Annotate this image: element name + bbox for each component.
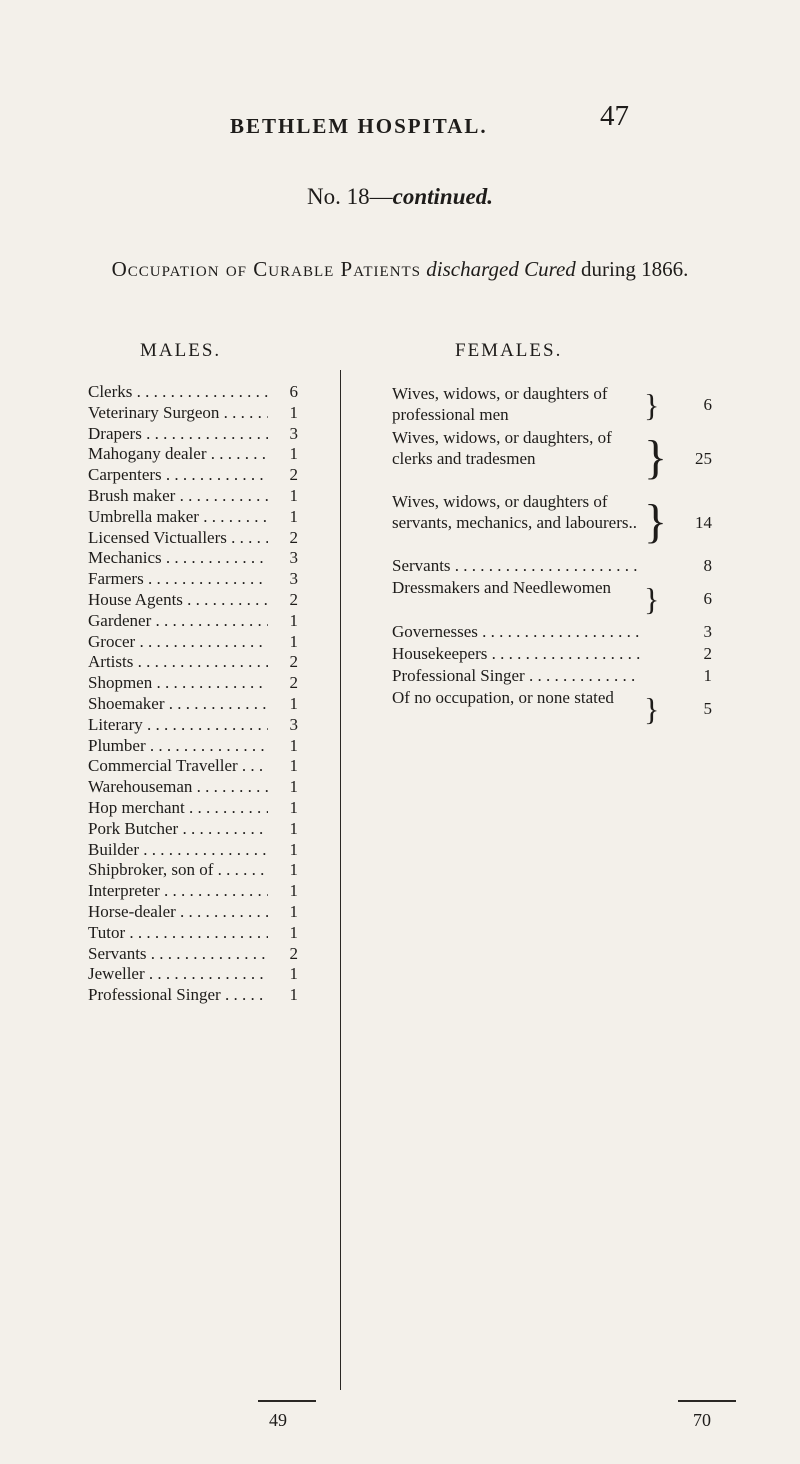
male-row-value: 1	[289, 735, 298, 755]
female-row	[392, 492, 712, 556]
female-row	[392, 688, 712, 732]
female-row-value: 6	[703, 589, 712, 608]
female-row	[392, 428, 712, 492]
male-row	[88, 652, 298, 673]
male-row-label: Licensed Victuallers . . .	[88, 528, 268, 549]
male-row-label: Artists . . .	[88, 652, 268, 673]
male-row-value: 3	[289, 569, 298, 589]
male-row	[88, 486, 298, 507]
male-row-value: 1	[289, 922, 298, 942]
female-row-label: Wives, widows, or daughters of professional men	[392, 384, 608, 424]
caption-part1: Occupation of Curable Patients	[111, 257, 422, 281]
table-number-continued: continued.	[392, 184, 493, 209]
male-row-label: Commercial Traveller . . .	[88, 756, 268, 777]
male-row-label: Shipbroker, son of . . .	[88, 860, 268, 881]
male-row	[88, 715, 298, 736]
male-row-label: Farmers . . .	[88, 569, 268, 590]
female-row-label: Of no occupation, or none stated	[392, 688, 614, 707]
female-row-value: 25	[695, 449, 712, 468]
male-row-label: Builder . . .	[88, 840, 268, 861]
male-row-value: 1	[289, 881, 298, 901]
female-row	[392, 644, 712, 666]
male-row-value: 2	[289, 673, 298, 693]
male-row-value: 3	[289, 548, 298, 568]
female-row-label: Dressmakers and Needlewomen	[392, 578, 612, 597]
running-title: BETHLEM HOSPITAL.	[230, 114, 488, 138]
male-row	[88, 424, 298, 445]
female-row	[392, 556, 712, 578]
male-row-label: Literary . . .	[88, 715, 268, 736]
males-total: 49	[269, 1410, 287, 1430]
column-divider	[340, 370, 341, 1390]
male-row-label: Servants . . .	[88, 944, 268, 965]
female-row-value: 8	[703, 556, 712, 575]
brace: }	[644, 387, 660, 423]
male-row-value: 2	[289, 652, 298, 672]
brace: }	[644, 495, 668, 548]
brace: }	[644, 431, 668, 484]
male-row-label: Drapers . . .	[88, 424, 268, 445]
male-row	[88, 590, 298, 611]
male-row	[88, 694, 298, 715]
male-row-value: 1	[289, 756, 298, 776]
male-row-value: 1	[289, 693, 298, 713]
male-row-value: 1	[289, 797, 298, 817]
male-row-value: 1	[289, 506, 298, 526]
male-row	[88, 860, 298, 881]
male-row	[88, 964, 298, 985]
male-row-value: 1	[289, 839, 298, 859]
female-row-value: 14	[695, 513, 712, 532]
male-row	[88, 548, 298, 569]
females-heading: FEMALES.	[455, 340, 563, 361]
male-row-value: 1	[289, 777, 298, 797]
female-row-label: Professional Singer . . .	[392, 666, 640, 687]
male-row-label: Mahogany dealer . . .	[88, 444, 268, 465]
male-row-value: 2	[289, 465, 298, 485]
female-row	[392, 578, 712, 622]
male-row	[88, 382, 298, 403]
female-row-value: 5	[703, 699, 712, 718]
male-row	[88, 902, 298, 923]
male-row-label: Plumber . . .	[88, 736, 268, 757]
male-row-label: Hop merchant . . .	[88, 798, 268, 819]
female-row-label: Wives, widows, or daughters of servants, mechanics, and labourers..	[392, 492, 637, 532]
male-row	[88, 736, 298, 757]
male-row	[88, 819, 298, 840]
male-row-label: Warehouseman . . .	[88, 777, 268, 798]
male-row-label: Brush maker . . .	[88, 486, 268, 507]
male-row-label: Pork Butcher . . .	[88, 819, 268, 840]
male-row-value: 1	[289, 402, 298, 422]
female-row	[392, 622, 712, 644]
brace: }	[644, 581, 660, 617]
male-row	[88, 944, 298, 965]
male-row-label: Horse-dealer . . .	[88, 902, 268, 923]
male-row	[88, 673, 298, 694]
male-row	[88, 611, 298, 632]
male-row	[88, 507, 298, 528]
male-row	[88, 632, 298, 653]
male-row-label: Grocer . . .	[88, 632, 268, 653]
male-row-label: Carpenters . . .	[88, 465, 268, 486]
male-row-label: House Agents . . .	[88, 590, 268, 611]
female-row-label: Servants . . .	[392, 556, 640, 577]
male-row	[88, 528, 298, 549]
male-row-value: 1	[289, 901, 298, 921]
male-row-label: Tutor . . .	[88, 923, 268, 944]
male-row-label: Shopmen . . .	[88, 673, 268, 694]
female-row-value: 2	[703, 644, 712, 663]
page-number: 47	[600, 100, 629, 132]
male-row	[88, 403, 298, 424]
male-row	[88, 465, 298, 486]
caption-italic: discharged Cured	[426, 257, 576, 281]
caption-part2: during 1866.	[581, 257, 689, 281]
males-heading: MALES.	[140, 340, 222, 361]
females-list	[392, 384, 712, 732]
male-row-value: 1	[289, 610, 298, 630]
running-head	[0, 100, 800, 138]
female-row-value: 6	[703, 395, 712, 414]
male-row-value: 1	[289, 444, 298, 464]
male-row	[88, 923, 298, 944]
table-number	[0, 184, 800, 210]
male-row-label: Interpreter . . .	[88, 881, 268, 902]
male-row-value: 1	[289, 964, 298, 984]
male-row	[88, 777, 298, 798]
brace: }	[644, 691, 660, 727]
male-row-value: 1	[289, 860, 298, 880]
table-caption	[0, 257, 800, 282]
male-row-label: Mechanics . . .	[88, 548, 268, 569]
male-row-label: Clerks . . .	[88, 382, 268, 403]
table-number-prefix: No. 18—	[307, 184, 393, 209]
male-row	[88, 985, 298, 1006]
male-row-value: 6	[289, 382, 298, 401]
male-row	[88, 756, 298, 777]
male-row	[88, 881, 298, 902]
females-total-rule	[678, 1400, 736, 1402]
male-row-label: Veterinary Surgeon . . .	[88, 403, 268, 424]
males-total-rule	[258, 1400, 316, 1402]
male-row-value: 1	[289, 631, 298, 651]
male-row	[88, 569, 298, 590]
female-row-label: Wives, widows, or daughters, of clerks and tradesmen	[392, 428, 612, 468]
female-row-label: Housekeepers . . .	[392, 644, 640, 665]
male-row-value: 2	[289, 589, 298, 609]
female-row	[392, 384, 712, 428]
male-row-value: 3	[289, 423, 298, 443]
male-row-value: 1	[289, 485, 298, 505]
males-list	[88, 382, 298, 1006]
male-row-value: 3	[289, 714, 298, 734]
male-row-label: Jeweller . . .	[88, 964, 268, 985]
female-row-value: 3	[703, 622, 712, 641]
male-row	[88, 444, 298, 465]
male-row-label: Gardener . . .	[88, 611, 268, 632]
female-row-value: 1	[703, 666, 712, 685]
male-row	[88, 840, 298, 861]
male-row-label: Professional Singer . . .	[88, 985, 268, 1006]
male-row-value: 2	[289, 943, 298, 963]
female-row-label: Governesses . . .	[392, 622, 640, 643]
male-row-value: 1	[289, 985, 298, 1005]
female-row	[392, 666, 712, 688]
male-row-label: Shoemaker . . .	[88, 694, 268, 715]
male-row-value: 2	[289, 527, 298, 547]
male-row-label: Umbrella maker . . .	[88, 507, 268, 528]
male-row-value: 1	[289, 818, 298, 838]
females-total: 70	[693, 1410, 711, 1430]
male-row	[88, 798, 298, 819]
